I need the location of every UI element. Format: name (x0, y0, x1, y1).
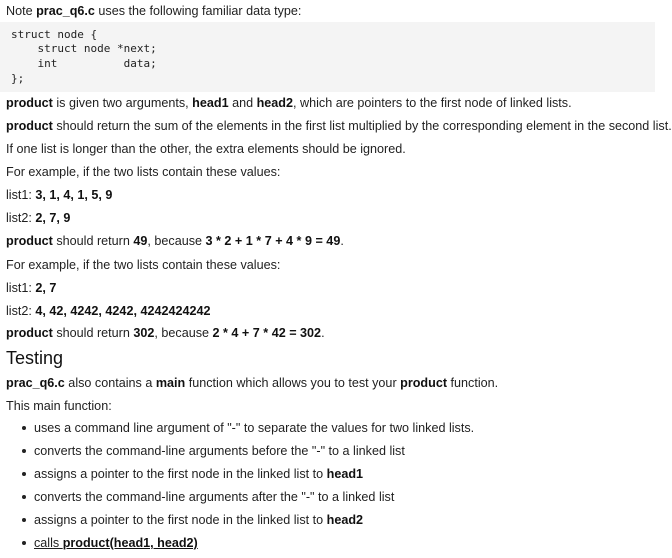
code-line-2: struct node *next; (11, 42, 157, 55)
code-block (0, 22, 655, 92)
text: , which are pointers to the first node of linked lists. (293, 96, 572, 110)
intro-suffix: uses the following familiar data type: (94, 4, 302, 18)
bullet-text: converts the command-line arguments after the "-" to a linked list (34, 490, 395, 504)
expression: 2 * 4 + 7 * 42 = 302 (212, 326, 322, 340)
text: . (340, 234, 344, 248)
example2-intro: For example, if the two lists contain these values: (6, 258, 281, 272)
text: is given two arguments, (52, 96, 193, 110)
values: 2, 7 (35, 281, 57, 295)
bullet-text: uses a command line argument of "-" to separate the values for two linked lists. (34, 421, 475, 435)
arg-head2: head2 (256, 96, 293, 110)
desc-paragraph-3: If one list is longer than the other, the extra elements should be ignored. (6, 142, 406, 156)
testing-paragraph-2: This main function: (6, 399, 112, 413)
desc-paragraph-2 (6, 118, 672, 134)
example1-intro: For example, if the two lists contain these values: (6, 165, 281, 179)
testing-heading: Testing (6, 348, 64, 368)
text: should return (52, 326, 134, 340)
code-line-3: int data; (11, 57, 157, 70)
example1-list1 (6, 187, 112, 203)
values: 3, 1, 4, 1, 5, 9 (35, 188, 113, 202)
fn-name: product (6, 119, 53, 133)
main-name: main (155, 376, 186, 390)
text: also contains a (64, 376, 156, 390)
fn-name: product (400, 376, 448, 390)
bullet-item (22, 512, 474, 535)
bullet-bold: head1 (326, 467, 364, 481)
bullet-text: calls (34, 536, 63, 550)
intro-filename: prac_q6.c (36, 4, 95, 18)
bullet-text: converts the command-line arguments before the "-" to a linked list (34, 444, 405, 458)
bullet-item (22, 443, 474, 466)
label: list2: (6, 211, 36, 225)
bullet-item (22, 420, 474, 443)
values: 4, 42, 4242, 4242, 4242424242 (35, 304, 211, 318)
text: and (228, 96, 257, 110)
filename: prac_q6.c (6, 376, 65, 390)
arg-head1: head1 (192, 96, 229, 110)
example2-result (6, 325, 325, 341)
example2-list1 (6, 280, 56, 296)
bullet-item (22, 489, 474, 512)
fn-name: product (6, 234, 53, 248)
fn-name: product (6, 326, 53, 340)
label: list1: (6, 188, 36, 202)
desc-paragraph-1 (6, 95, 572, 111)
text: function. (447, 376, 499, 390)
text: should return (52, 234, 134, 248)
example1-result (6, 233, 344, 249)
text: , because (154, 326, 213, 340)
testing-paragraph-1 (6, 375, 498, 391)
intro-prefix: Note (6, 4, 37, 18)
example1-list2 (6, 210, 70, 226)
bullet-text: assigns a pointer to the first node in the linked list to (34, 467, 327, 481)
label: list2: (6, 304, 36, 318)
value: 49 (133, 234, 148, 248)
value: 302 (133, 326, 155, 340)
bullet-item (22, 466, 474, 489)
example2-list2 (6, 303, 210, 319)
values: 2, 7, 9 (35, 211, 71, 225)
fn-name: product (6, 96, 53, 110)
intro-line (6, 3, 301, 19)
text: , because (147, 234, 206, 248)
text: should return the sum of the elements in the first list multiplied by the corresponding element in the second list. (52, 119, 672, 133)
bullet-text: assigns a pointer to the first node in the linked list to (34, 513, 327, 527)
bullet-bold: product(head1, head2) (62, 536, 198, 550)
code-line-1: struct node { (11, 28, 98, 41)
text: . (321, 326, 325, 340)
main-function-bullet-list (22, 420, 474, 558)
bullet-bold: head2 (326, 513, 364, 527)
bullet-item (22, 535, 474, 558)
text: function which allows you to test your (185, 376, 401, 390)
code-line-4: }; (11, 72, 25, 85)
label: list1: (6, 281, 36, 295)
expression: 3 * 2 + 1 * 7 + 4 * 9 = 49 (205, 234, 341, 248)
